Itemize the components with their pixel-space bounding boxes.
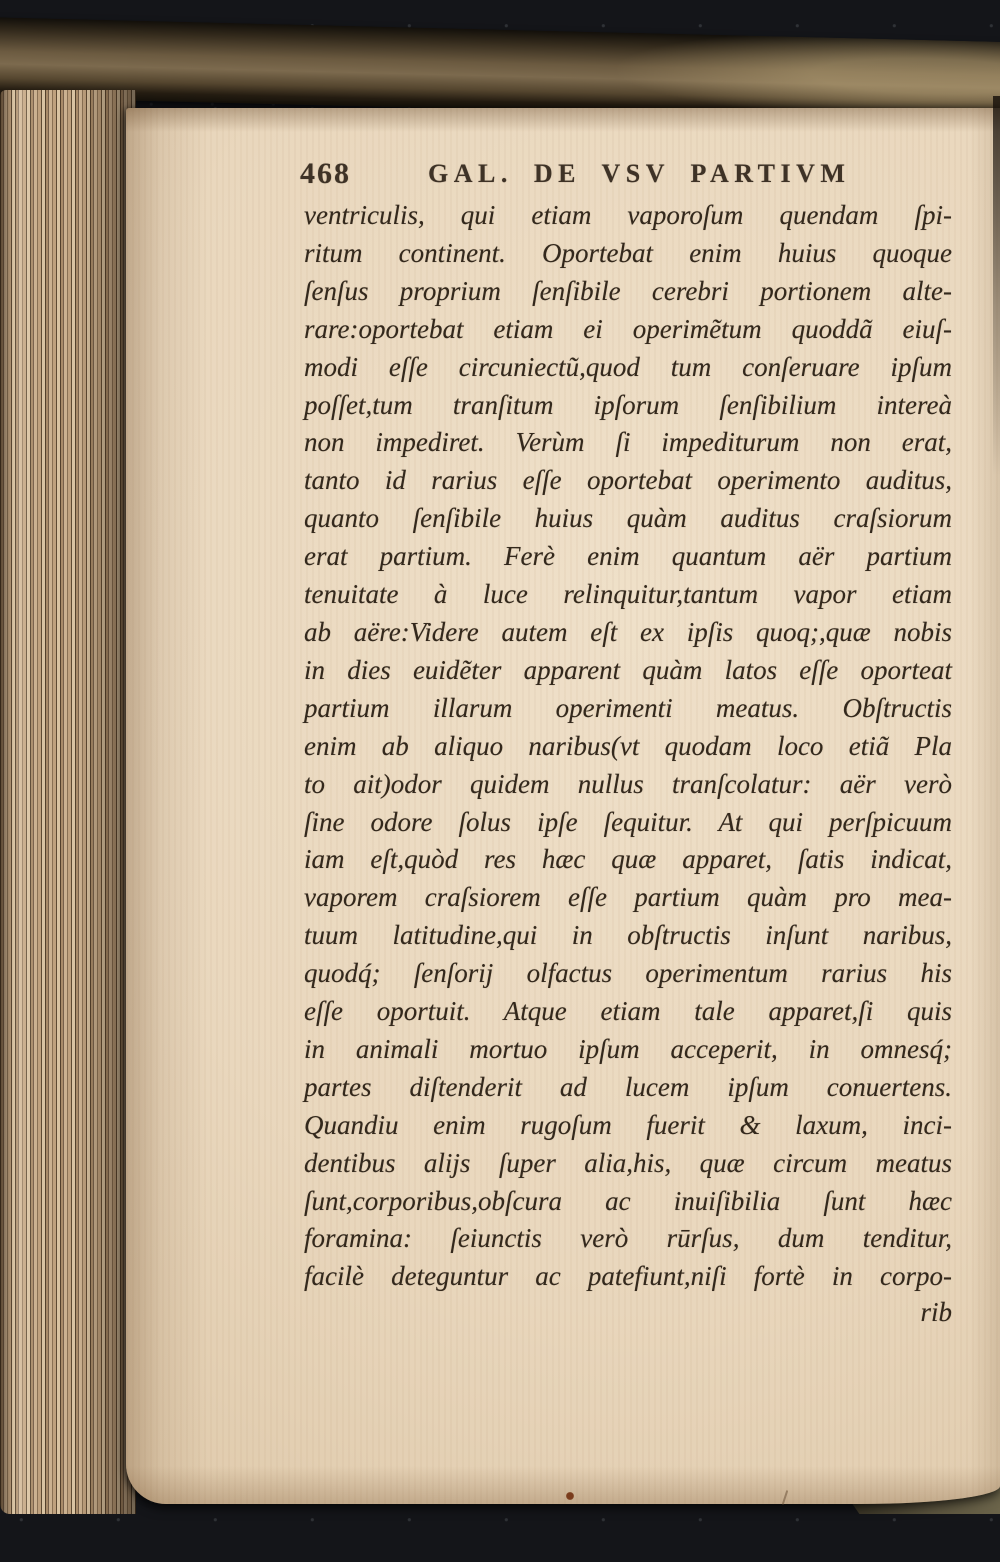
text-line: modi eſſe circuniectũ,quod tum conſeruare ipſum	[304, 351, 952, 382]
text-line: ab aëre:Videre autem eſt ex ipſis quoq;,quæ nobis	[304, 616, 952, 647]
text-line: tenuitate à luce relinquitur,tantum vapor etiam	[304, 579, 952, 610]
book-page	[126, 108, 1000, 1504]
page-stack-left	[0, 90, 136, 1514]
text-line: partium illarum operimenti meatus. Obſtructis	[304, 692, 952, 723]
text-block	[304, 197, 952, 1296]
text-line: to ait)odor quidem nullus tranſcolatur: aër verò	[304, 768, 952, 799]
paper-speck	[782, 1490, 789, 1505]
text-line: ventriculis, qui etiam vaporoſum quendam ſpi-	[304, 200, 952, 230]
paper-speck	[566, 1492, 574, 1500]
text-line: quanto ſenſibile huius quàm auditus craſsiorum	[304, 503, 952, 534]
page-header	[300, 156, 952, 198]
text-line: ſunt,corporibus,obſcura ac inuiſibilia ſunt hæc	[304, 1185, 952, 1216]
text-line: partes diſtenderit ad lucem ipſum conuertens.	[304, 1071, 952, 1102]
text-line: tanto id rarius eſſe oportebat operimento auditus,	[304, 465, 952, 496]
text-line: quodq́; ſenſorij olfactus operimentum rarius his	[304, 958, 952, 989]
text-line: Quandiu enim rugoſum fuerit & laxum, inci-	[304, 1109, 952, 1140]
text-line: enim ab aliquo naribus(vt quodam loco etiã Pla	[304, 730, 952, 761]
page-number: 468	[300, 157, 351, 190]
text-line: facilè deteguntur ac patefiunt,niſi fortè in corpo-	[304, 1261, 952, 1292]
text-line: ſenſus proprium ſenſibile cerebri portionem alte-	[304, 275, 952, 306]
text-line: dentibus alijs ſuper alia,his, quæ circum meatus	[304, 1147, 952, 1178]
text-line: poſſet,tum tranſitum ipſorum ſenſibilium intereà	[304, 389, 952, 420]
running-title: GAL. DE VSV PARTIVM	[428, 159, 851, 188]
text-line: eſſe oportuit. Atque etiam tale apparet,ſi quis	[304, 996, 952, 1027]
text-line: in dies euidẽter apparent quàm latos eſſe oporteat	[304, 654, 952, 685]
text-line: tuum latitudine,qui in obſtructis inſunt naribus,	[304, 920, 952, 951]
text-line: erat partium. Ferè enim quantum aër partium	[304, 541, 952, 572]
text-line: iam eſt,quòd res hæc quæ apparet, ſatis indicat,	[304, 844, 952, 875]
text-line: foramina: ſeiunctis verò rūrſus, dum tenditur,	[304, 1223, 952, 1254]
catchword: rib	[920, 1297, 952, 1327]
text-line: vaporem craſsiorem eſſe partium quàm pro mea-	[304, 882, 952, 913]
text-line: in animali mortuo ipſum acceperit, in omnesq́;	[304, 1033, 952, 1064]
text-line: ſine odore ſolus ipſe ſequitur. At qui perſpicuum	[304, 806, 952, 837]
text-line: non impediret. Verùm ſi impediturum non erat,	[304, 427, 952, 458]
page-edge-shadow	[993, 96, 1000, 476]
text-line: rare:oportebat etiam ei operimẽtum quoddã eiuſ-	[304, 313, 952, 344]
text-line: ritum continent. Oportebat enim huius quoque	[304, 237, 952, 268]
